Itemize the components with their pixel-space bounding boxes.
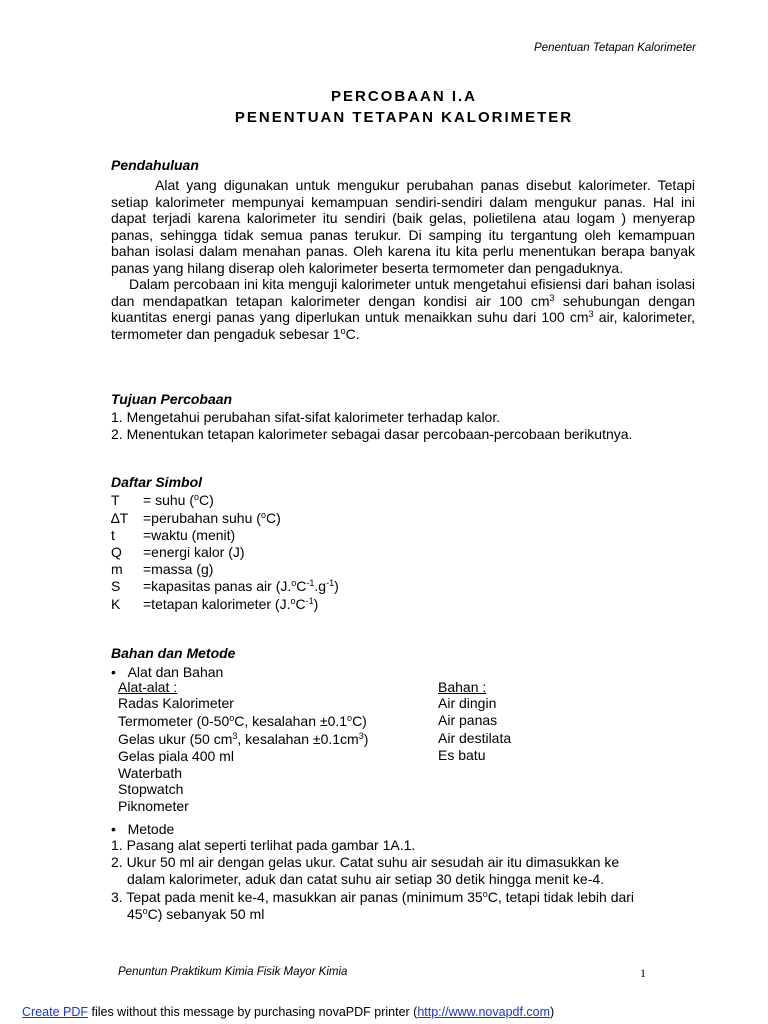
symbol-row [111, 544, 245, 560]
page-title-line1: PERCOBAAN I.A [330, 88, 477, 105]
tool-item [118, 713, 367, 729]
sup: o [291, 578, 297, 588]
sup: o [260, 510, 266, 520]
sup: 3 [588, 309, 594, 319]
tool-item [118, 765, 182, 781]
intro-p2-a: Dalam percobaan ini kita menguji kalorimeter untuk mengetahui efisiensi dari bahan isolasi dan mendapatkan tetapan kalorimeter dengan kondisi air 100 cm [111, 276, 695, 309]
sup: o [482, 889, 488, 899]
symbol-desc: ) [334, 578, 339, 594]
step3-d: C) sebanyak 50 ml [147, 906, 265, 922]
symbol-row [111, 492, 214, 508]
tool-text: Gelas piala 400 ml [118, 748, 234, 764]
symbol-row [111, 596, 318, 612]
page-number: 1 [640, 966, 646, 980]
running-header: Penentuan Tetapan Kalorimeter [534, 42, 696, 54]
section-heading-purpose: Tujuan Percobaan [111, 391, 233, 407]
symbol-row [111, 561, 213, 577]
intro-p2-d: C. [345, 325, 360, 342]
create-pdf-link[interactable]: Create PDF [22, 1005, 88, 1019]
sup: o [290, 596, 296, 606]
symbol-desc: =tetapan kalorimeter (J. [143, 596, 291, 612]
symbol-desc: C [295, 596, 306, 612]
tool-item [118, 731, 368, 747]
tool-item [118, 748, 234, 764]
tool-text: Waterbath [118, 765, 183, 781]
bullet-label: Alat dan Bahan [127, 664, 224, 680]
sup: -1 [326, 578, 335, 588]
symbol-desc: =perubahan suhu ( [143, 510, 261, 526]
sup: o [347, 713, 353, 723]
sup: o [340, 325, 346, 336]
novapdf-url-link[interactable]: http://www.novapdf.com [417, 1005, 551, 1019]
materials-heading: Bahan : [438, 679, 487, 695]
intro-paragraph-2 [111, 276, 695, 342]
sup: -1 [306, 578, 315, 588]
sup: o [229, 713, 235, 723]
sup: o [142, 906, 148, 916]
bullet-method: • Metode [111, 821, 175, 837]
method-step-2-line2: dalam kalorimeter, aduk dan catat suhu air setiap 30 detik hingga menit ke-4. [127, 871, 605, 887]
tool-text: Stopwatch [118, 781, 184, 797]
symbol-desc: C) [199, 492, 214, 508]
symbol-row [111, 527, 235, 543]
bullet-tools-materials: • Alat dan Bahan [111, 664, 224, 680]
purpose-item-1: 1. Mengetahui perubahan sifat-sifat kalorimeter terhadap kalor. [111, 409, 501, 425]
sup: 3 [549, 292, 555, 303]
tools-heading: Alat-alat : [118, 679, 178, 695]
symbol: K [111, 596, 121, 612]
intro-p2-c: air, kalorimeter, termometer dan pengaduk sebesar 1 [111, 309, 695, 342]
tool-text: Gelas ukur (50 cm [118, 731, 233, 747]
step3-c: 45 [127, 906, 143, 922]
symbol-desc: C [296, 578, 307, 594]
method-step-1: 1. Pasang alat seperti terlihat pada gambar 1A.1. [111, 837, 416, 853]
sup: -1 [305, 596, 314, 606]
section-heading-symbols: Daftar Simbol [111, 474, 203, 490]
material-item: Es batu [438, 747, 486, 763]
sup: o [193, 492, 199, 502]
symbol: S [111, 578, 121, 594]
symbol-desc: C) [265, 510, 281, 526]
step3-b: C, tetapi tidak lebih dari [487, 889, 635, 905]
tool-item [118, 798, 189, 814]
symbol: t [111, 527, 115, 543]
tool-item [118, 695, 234, 711]
symbol: T [111, 492, 120, 508]
symbol: m [111, 561, 123, 577]
method-step-3-line1 [111, 889, 634, 905]
symbol-desc: = suhu ( [143, 492, 194, 508]
symbol-desc: =kapasitas panas air (J. [143, 578, 292, 594]
symbol-row [111, 510, 281, 526]
section-heading-methods: Bahan dan Metode [111, 645, 236, 661]
section-heading-intro: Pendahuluan [111, 157, 199, 173]
step3-a: 3. Tepat pada menit ke-4, masukkan air panas (minimum 35 [111, 889, 483, 905]
sup: 3 [232, 731, 238, 741]
tool-text: C, kesalahan ±0.1 [234, 713, 348, 729]
tool-text: ) [363, 731, 369, 747]
intro-paragraph-1: Alat yang digunakan untuk mengukur perubahan panas disebut kalorimeter. Tetapi setiap kalorimeter mempunyai kemampuan sendiri-sendiri dalam mengukur panas. Hal ini dapat terjadi karena kalorimeter itu sendiri (baik gelas, polietilena atau logam ) menyerap panas, sehingga tidak semua panas terukur. Di samping itu tergantung oleh kemampuan bahan isolasi dalam menahan panas. Oleh karena itu kita perlu menentukan berapa banyak panas yang hilang diserap oleh kalorimeter beserta termometer dan pengaduknya. [111, 177, 695, 276]
tool-text: C) [352, 713, 367, 729]
tool-item [118, 781, 183, 797]
method-step-3-line2 [127, 906, 264, 922]
material-item: Air destilata [438, 730, 512, 746]
material-item: Air panas [438, 712, 498, 728]
tool-text: , kesalahan ±0.1cm [237, 731, 359, 747]
symbol-desc: .g [314, 578, 327, 594]
banner-close: ) [550, 1005, 555, 1019]
material-item: Air dingin [438, 695, 497, 711]
page-title-line2: PENENTUAN TETAPAN KALORIMETER [234, 109, 574, 126]
tool-text: Radas Kalorimeter [118, 695, 234, 711]
symbol-desc: ) [313, 596, 319, 612]
symbol-desc: =energi kalor (J) [143, 544, 245, 560]
novapdf-banner [22, 1005, 554, 1019]
tool-text: Termometer (0-50 [118, 713, 230, 729]
symbol-desc: =massa (g) [143, 561, 214, 577]
method-step-2-line1: 2. Ukur 50 ml air dengan gelas ukur. Catat suhu air sesudah air itu dimasukkan ke [111, 854, 620, 870]
symbol: ∆T [111, 510, 129, 526]
footer-title: Penuntun Praktikum Kimia Fisik Mayor Kimia [118, 966, 348, 978]
tool-text: Piknometer [118, 798, 189, 814]
symbol: Q [111, 544, 122, 560]
banner-text: files without this message by purchasing novaPDF printer ( [88, 1005, 418, 1019]
bullet-label: Metode [127, 821, 175, 837]
intro-p2-b: sehubungan dengan kuantitas energi panas yang diperlukan untuk menaikkan suhu dari 100 cm [111, 292, 695, 325]
intro-text [111, 177, 695, 342]
symbol-row [111, 578, 339, 594]
symbol-desc: =waktu (menit) [143, 527, 236, 543]
sup: 3 [358, 731, 364, 741]
purpose-item-2: 2. Menentukan tetapan kalorimeter sebagai dasar percobaan-percobaan berikutnya. [111, 426, 633, 442]
